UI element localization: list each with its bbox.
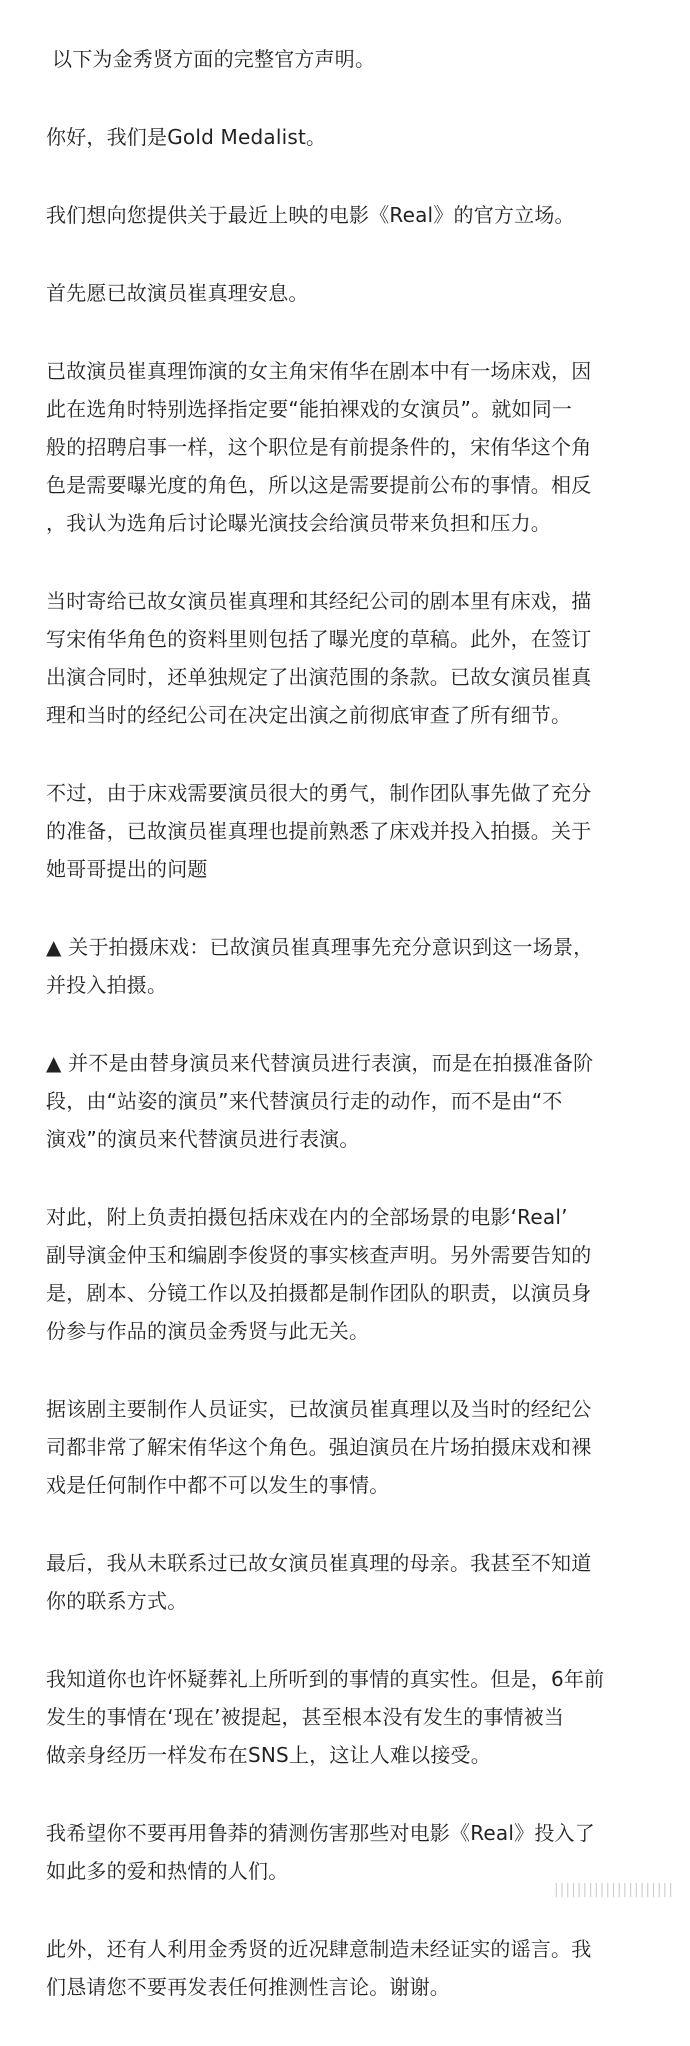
paragraph-preparation: 不过，由于床戏需要演员很大的勇气，制作团队事先做了充分 的准备，已故演员崔真理也提前熟悉了床戏并投入拍摄。关于 她哥哥提出的问题 [46,781,592,881]
paragraph-position: 我们想向您提供关于最近上映的电影《Real》的官方立场。 [46,203,575,227]
paragraph-fact-check: 对此，附上负责拍摄包括床戏在内的全部场景的电影‘Real’ 副导演金仲玉和编剧李俊贤的事实核查声明。另外需要告知的 是，剧本、分镜工作以及拍摄都是制作团队的职责，以演员身 份参与作品的演员金秀贤与此无关。 [46,1205,592,1343]
paragraph-funeral: 我知道你也许怀疑葬礼上所听到的事情的真实性。但是，6年前 发生的事情在‘现在’被提起，甚至根本没有发生的事情被当 做亲身经历一样发布在SNS上，这让人难以接受。 [46,1667,605,1767]
paragraph-closing: 此外，还有人利用金秀贤的近况肆意制造未经证实的谣言。我 们恳请您不要再发表任何推测性言论。谢谢。 [46,1937,592,1999]
paragraph-casting: 已故演员崔真理饰演的女主角宋侑华在剧本中有一场床戏，因 此在选角时特别选择指定要“能拍裸戏的女演员”。就如同一 般的招聘启事一样，这个职位是有前提条件的，宋侑华这个角 色是需要曝光度的角色，所以这是需要提前公布的事情。相反 ，我认为选角后讨论曝光演技会给演员带来负担和压力。 [46,359,592,535]
statement-document [46,40,622,2046]
watermark: ||||||||||||||||||||| [553,1882,674,1898]
paragraph-request: 我希望你不要再用鲁莽的猜测伤害那些对电影《Real》投入了 如此多的爱和热情的人们。 [46,1821,595,1883]
paragraph-contact: 最后，我从未联系过已故女演员崔真理的母亲。我甚至不知道 你的联系方式。 [46,1551,592,1613]
paragraph-staff-testimony: 据该剧主要制作人员证实，已故演员崔真理以及当时的经纪公 司都非常了解宋侑华这个角色。强迫演员在片场拍摄床戏和裸 戏是任何制作中都不可以发生的事情。 [46,1397,592,1497]
paragraph-bullet-body-double: ▲ 并不是由替身演员来代替演员进行表演，而是在拍摄准备阶 段，由“站姿的演员”来代替演员行走的动作，而不是由“不 演戏”的演员来代替演员进行表演。 [46,1051,594,1151]
paragraph-greeting: 你好，我们是Gold Medalist。 [46,125,327,149]
paragraph-condolence: 首先愿已故演员崔真理安息。 [46,281,309,305]
paragraph-bullet-bed-scene: ▲ 关于拍摄床戏：已故演员崔真理事先充分意识到这一场景， 并投入拍摄。 [46,935,594,997]
paragraph-intro: 以下为金秀贤方面的完整官方声明。 [52,47,376,71]
paragraph-script: 当时寄给已故女演员崔真理和其经纪公司的剧本里有床戏，描 写宋侑华角色的资料里则包括了曝光度的草稿。此外，在签订 出演合同时，还单独规定了出演范围的条款。已故女演员崔真 理和当时的经纪公司在决定出演之前彻底审查了所有细节。 [46,589,592,727]
